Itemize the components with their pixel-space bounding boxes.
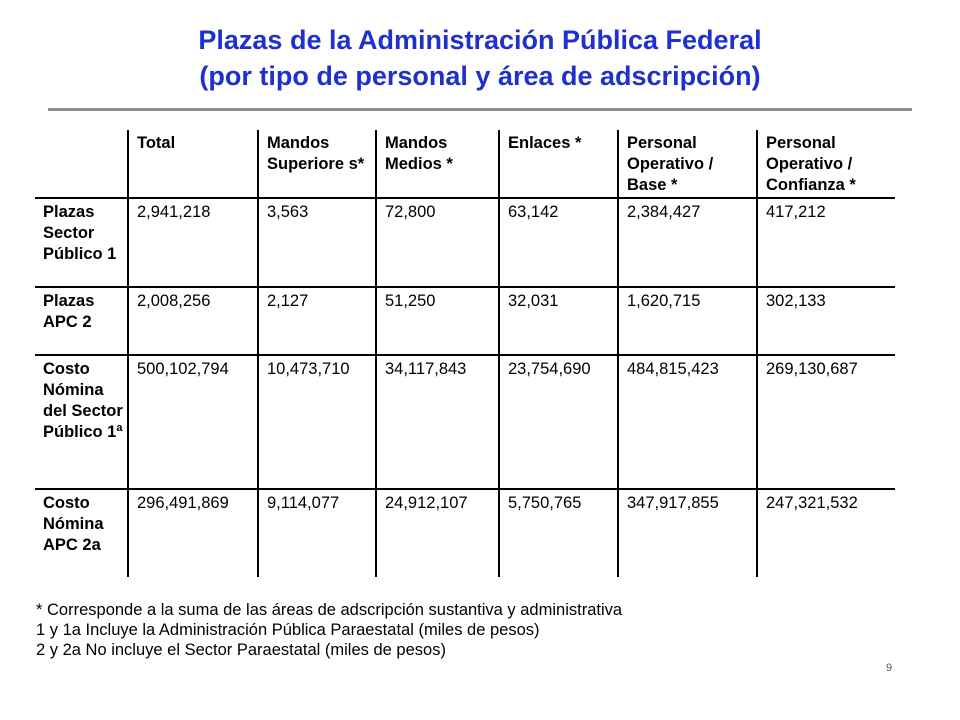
footnote: 2 y 2a No incluye el Sector Paraestatal (miles de pesos): [36, 641, 446, 659]
header-cell-corner: [35, 130, 128, 198]
row-label: Plazas Sector Público 1: [35, 198, 128, 287]
title-divider: [48, 108, 912, 111]
plazas-table: [35, 130, 895, 577]
footnote: 1 y 1a Incluye la Administración Pública Paraestatal (miles de pesos): [36, 621, 540, 639]
page-number: 9: [886, 662, 893, 674]
table-cell: 51,250: [376, 287, 499, 355]
footnotes: [36, 600, 622, 660]
title-line-2: (por tipo de personal y área de adscripción): [199, 61, 761, 91]
row-label: Costo Nómina del Sector Público 1ª: [35, 355, 128, 489]
row-label: Costo Nómina APC 2a: [43, 494, 104, 554]
table-cell: 296,491,869: [128, 489, 258, 577]
table-cell: 9,114,077: [258, 489, 376, 577]
table-cell: 302,133: [757, 287, 895, 355]
header-cell-mandos-medios: Mandos Medios *: [376, 130, 499, 198]
table-cell: 1,620,715: [618, 287, 757, 355]
header-cell-personal-base: Personal Operativo / Base *: [618, 130, 757, 198]
slide-title: [0, 22, 960, 94]
table-cell: 2,941,218: [128, 198, 258, 287]
table-cell: 72,800: [376, 198, 499, 287]
table-cell: 347,917,855: [618, 489, 757, 577]
table-cell: 34,117,843: [376, 355, 499, 489]
row-label: Plazas APC 2: [35, 287, 128, 355]
table-cell: 500,102,794: [128, 355, 258, 489]
table-header-row: [35, 130, 895, 198]
table-cell: 5,750,765: [499, 489, 618, 577]
table-cell: 247,321,532: [757, 489, 895, 577]
header-cell-enlaces: Enlaces *: [499, 130, 618, 198]
table-cell: 3,563: [258, 198, 376, 287]
header-cell-mandos-superiores: Mandos Superiore s*: [258, 130, 376, 198]
header-cell-total: Total: [128, 130, 258, 198]
table-cell: 10,473,710: [258, 355, 376, 489]
table-row: [35, 489, 895, 577]
footnote: * Corresponde a la suma de las áreas de adscripción sustantiva y administrativa: [36, 601, 623, 619]
table-cell: 2,384,427: [618, 198, 757, 287]
title-line-1: Plazas de la Administración Pública Federal: [198, 25, 762, 55]
header-cell-personal-confianza: Personal Operativo / Confianza *: [757, 130, 895, 198]
table-cell: 23,754,690: [499, 355, 618, 489]
table-row: [35, 355, 895, 489]
table-cell: 24,912,107: [376, 489, 499, 577]
table-cell: 417,212: [757, 198, 895, 287]
table-row: [35, 198, 895, 287]
table-cell: 484,815,423: [618, 355, 757, 489]
table-cell: 2,127: [258, 287, 376, 355]
table-cell: 63,142: [499, 198, 618, 287]
table-row: [35, 287, 895, 355]
table-cell: 269,130,687: [757, 355, 895, 489]
table-cell: 32,031: [499, 287, 618, 355]
table-cell: 2,008,256: [128, 287, 258, 355]
